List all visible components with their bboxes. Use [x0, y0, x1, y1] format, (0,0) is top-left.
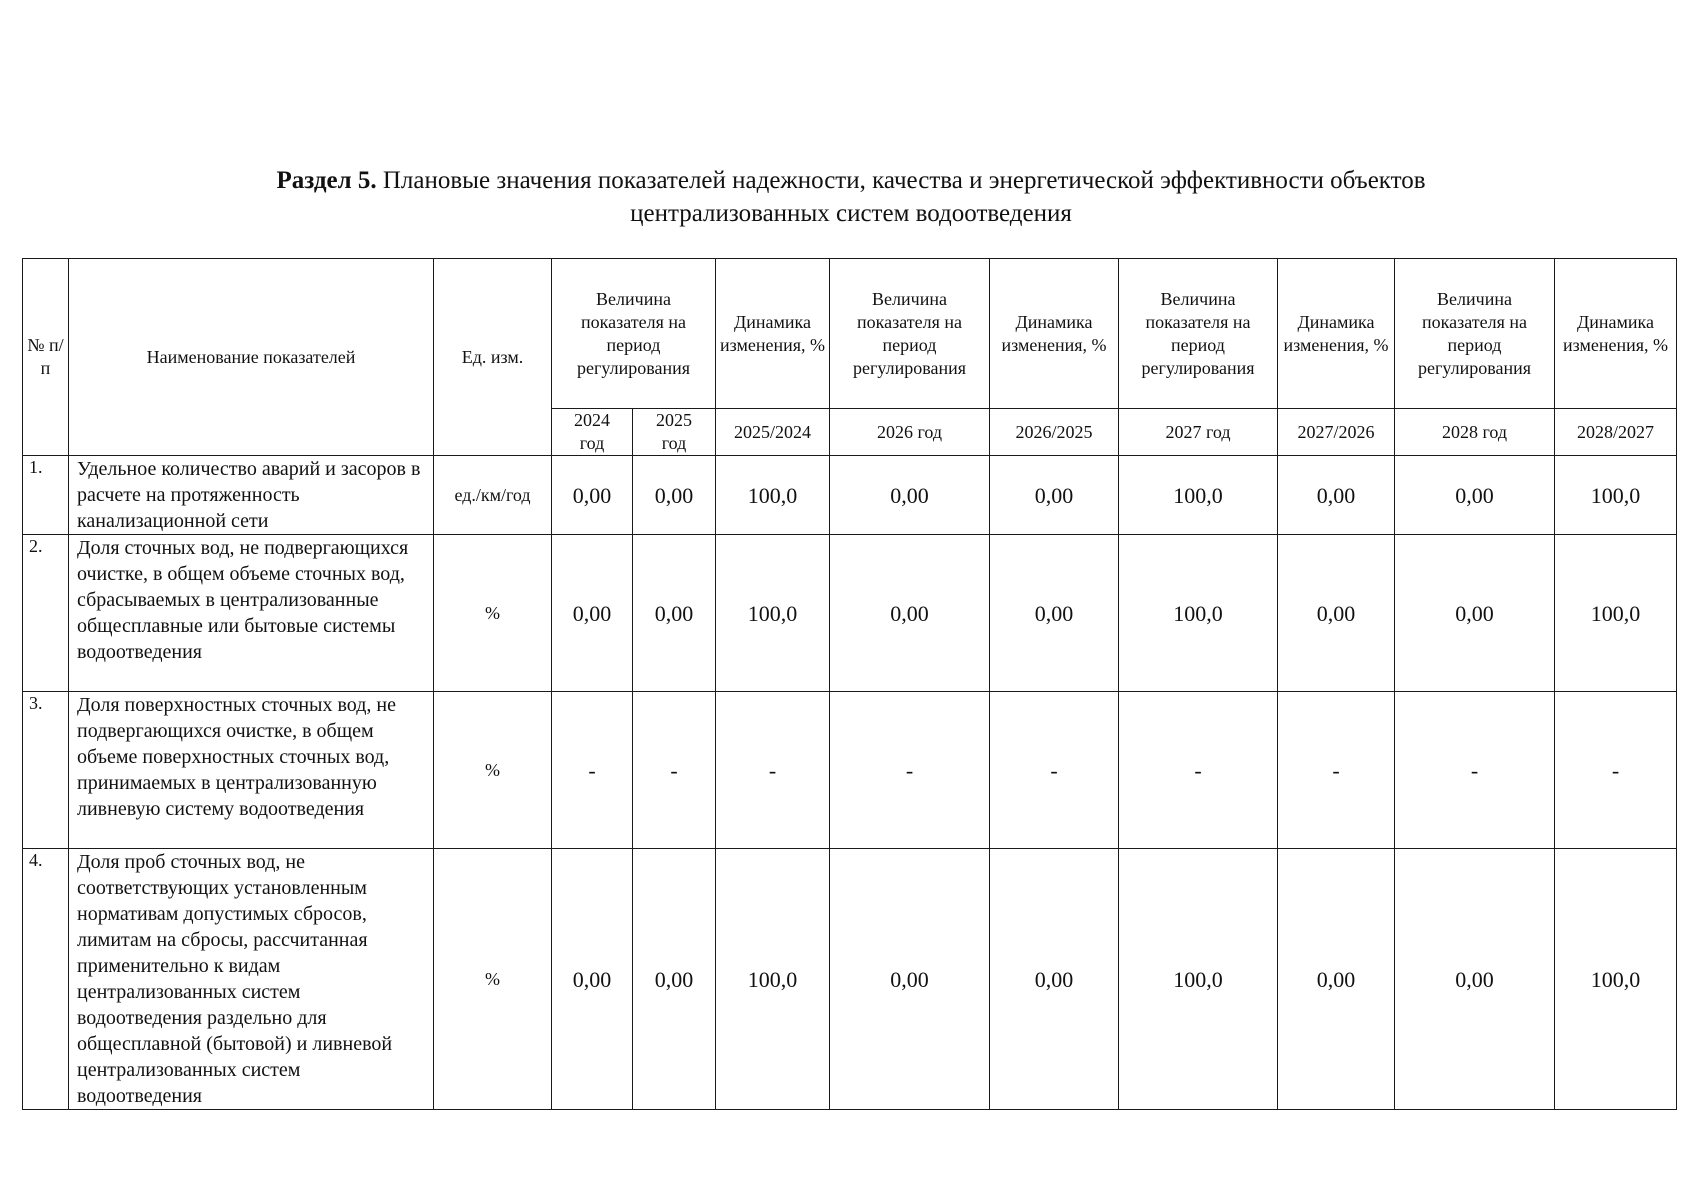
header-value-2027: Величина показателя на период регулирования: [1119, 259, 1278, 409]
dynamics-2026-2025: 0,00: [990, 456, 1119, 535]
value-2026: 0,00: [830, 535, 990, 692]
value-2024: 0,00: [552, 849, 633, 1110]
value-2026: -: [830, 692, 990, 849]
header-ratio-2026-2025: 2026/2025: [990, 409, 1119, 456]
header-year-2024: 2024 год: [552, 409, 633, 456]
dynamics-2027-2026: 0,00: [1278, 535, 1395, 692]
indicator-unit: %: [434, 849, 552, 1110]
value-2027: 100,0: [1119, 535, 1278, 692]
value-2025: 0,00: [633, 535, 716, 692]
value-2027: 100,0: [1119, 849, 1278, 1110]
value-2028: 0,00: [1395, 456, 1555, 535]
dynamics-2027-2026: 0,00: [1278, 456, 1395, 535]
dynamics-2025-2024: 100,0: [716, 456, 830, 535]
value-2028: 0,00: [1395, 535, 1555, 692]
value-2024: 0,00: [552, 456, 633, 535]
dynamics-2025-2024: 100,0: [716, 535, 830, 692]
indicator-name: Доля поверхностных сточных вод, не подвергающихся очистке, в общем объеме поверхностных сточных вод, принимаемых в централизованную ливневую систему водоотведения: [69, 692, 434, 849]
header-ratio-2027-2026: 2027/2026: [1278, 409, 1395, 456]
indicator-name: Доля проб сточных вод, не соответствующих установленным нормативам допустимых сбросов, лимитам на сбросы, рассчитанная применительно к видам централизованных систем водоотведения раздельно для общесплавной (бытовой) и ливневой централизованных систем водоотведения: [69, 849, 434, 1110]
value-2025: 0,00: [633, 456, 716, 535]
value-2024: 0,00: [552, 535, 633, 692]
row-number: 4.: [23, 849, 69, 1110]
dynamics-2027-2026: 0,00: [1278, 849, 1395, 1110]
header-year-2027: 2027 год: [1119, 409, 1278, 456]
dynamics-2025-2024: -: [716, 692, 830, 849]
dynamics-2028-2027: 100,0: [1555, 535, 1677, 692]
header-ratio-2028-2027: 2028/2027: [1555, 409, 1677, 456]
table-row: [23, 456, 1677, 535]
indicator-unit: ед./км/год: [434, 456, 552, 535]
dynamics-2026-2025: 0,00: [990, 535, 1119, 692]
title-line-1: Плановые значения показателей надежности, качества и энергетической эффективности объектов: [382, 167, 1426, 194]
row-number: 2.: [23, 535, 69, 692]
dynamics-2026-2025: 0,00: [990, 849, 1119, 1110]
header-ratio-2025-2024: 2025/2024: [716, 409, 830, 456]
dynamics-2025-2024: 100,0: [716, 849, 830, 1110]
value-2024: -: [552, 692, 633, 849]
dynamics-2028-2027: 100,0: [1555, 849, 1677, 1110]
section-title: [0, 164, 1702, 230]
value-2027: 100,0: [1119, 456, 1278, 535]
value-2026: 0,00: [830, 456, 990, 535]
header-name: Наименование показателей: [69, 259, 434, 456]
section-label: Раздел 5.: [276, 167, 377, 194]
indicator-unit: %: [434, 535, 552, 692]
indicator-unit: %: [434, 692, 552, 849]
header-row-1: [23, 259, 1677, 409]
value-2025: 0,00: [633, 849, 716, 1110]
header-unit: Ед. изм.: [434, 259, 552, 456]
dynamics-2026-2025: -: [990, 692, 1119, 849]
header-dynamics-2026: Динамика изменения, %: [990, 259, 1119, 409]
header-value-2028: Величина показателя на период регулирования: [1395, 259, 1555, 409]
value-2026: 0,00: [830, 849, 990, 1110]
row-number: 1.: [23, 456, 69, 535]
header-year-2025: 2025 год: [633, 409, 716, 456]
row-number: 3.: [23, 692, 69, 849]
indicator-name: Удельное количество аварий и засоров в расчете на протяженность канализационной сети: [69, 456, 434, 535]
value-2028: 0,00: [1395, 849, 1555, 1110]
header-dynamics-2028: Динамика изменения, %: [1555, 259, 1677, 409]
table-row: [23, 849, 1677, 1110]
header-value-2026: Величина показателя на период регулирования: [830, 259, 990, 409]
value-2025: -: [633, 692, 716, 849]
dynamics-2027-2026: -: [1278, 692, 1395, 849]
table-row: [23, 535, 1677, 692]
header-dynamics-2027: Динамика изменения, %: [1278, 259, 1395, 409]
header-year-2026: 2026 год: [830, 409, 990, 456]
dynamics-2028-2027: 100,0: [1555, 456, 1677, 535]
table-row: [23, 692, 1677, 849]
header-num: № п/п: [23, 259, 69, 456]
title-line-2: централизованных систем водоотведения: [630, 200, 1072, 227]
dynamics-2028-2027: -: [1555, 692, 1677, 849]
indicator-name: Доля сточных вод, не подвергающихся очистке, в общем объеме сточных вод, сбрасываемых в централизованные общесплавные или бытовые системы водоотведения: [69, 535, 434, 692]
header-value-2024-2025: Величина показателя на период регулирования: [552, 259, 716, 409]
header-dynamics-2025: Динамика изменения, %: [716, 259, 830, 409]
indicators-table: [22, 258, 1677, 1110]
value-2028: -: [1395, 692, 1555, 849]
value-2027: -: [1119, 692, 1278, 849]
header-year-2028: 2028 год: [1395, 409, 1555, 456]
